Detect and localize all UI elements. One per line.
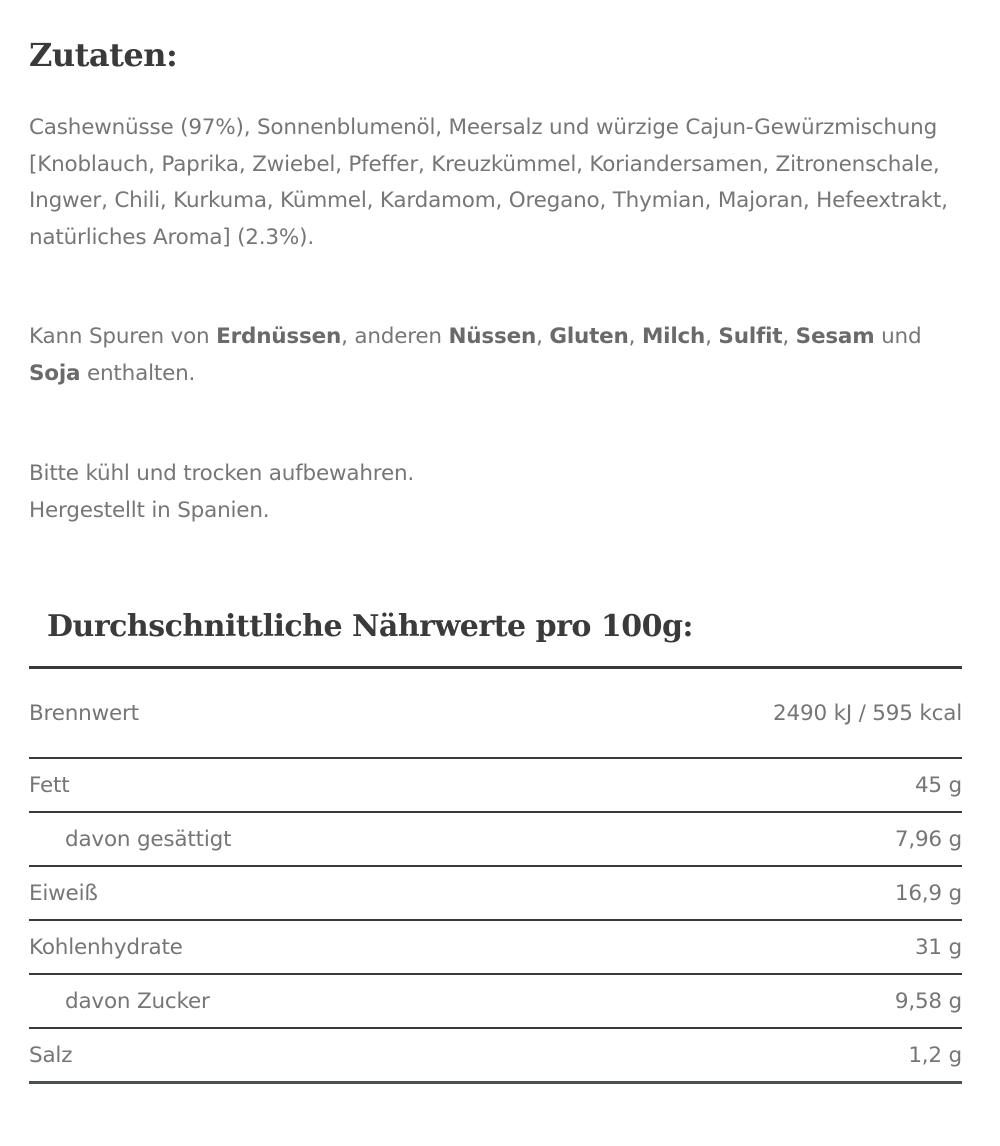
allergen-separator: , <box>536 324 550 349</box>
nutrition-title: Durchschnittliche Nährwerte pro 100g: <box>47 609 693 644</box>
allergen-text: und <box>874 324 922 349</box>
nutrient-value: 7,96 g <box>894 826 962 852</box>
nutrient-value: 2490 kJ / 595 kcal <box>773 700 962 726</box>
table-row <box>29 669 962 758</box>
nutrient-value: 1,2 g <box>908 1042 962 1068</box>
nutrient-label: Kohlenhydrate <box>29 934 183 960</box>
storage-notice <box>29 456 969 529</box>
table-row <box>29 866 962 920</box>
allergen-separator: , <box>705 324 719 349</box>
ingredients-line: [Knoblauch, Paprika, Zwiebel, Pfeffer, Kreuzkümmel, Koriandersamen, Zitronenschale, <box>29 151 940 177</box>
allergen-gluten: Gluten <box>549 324 629 349</box>
nutrient-label: Brennwert <box>29 700 139 726</box>
ingredients-line: Ingwer, Chili, Kurkuma, Kümmel, Kardamom, Oregano, Thymian, Majoran, Hefeextrakt, <box>29 188 948 213</box>
origin-text: Hergestellt in Spanien. <box>29 497 270 523</box>
nutrition-table <box>29 669 962 1084</box>
allergen-milk: Milch <box>641 324 706 349</box>
allergen-separator: , <box>782 324 796 349</box>
allergen-separator: , <box>628 324 642 349</box>
ingredients-line: Cashewnüsse (97%), Sonnenblumenöl, Meersalz und würzige Cajun-Gewürzmischung <box>29 115 938 140</box>
ingredients-line: natürliches Aroma] (2.3%). <box>29 224 314 250</box>
allergen-peanuts: Erdnüssen <box>216 324 342 349</box>
nutrient-value: 9,58 g <box>894 988 962 1014</box>
nutrient-label: Salz <box>29 1042 73 1068</box>
allergen-text: , anderen <box>341 324 449 349</box>
table-row <box>29 1028 962 1083</box>
nutrient-label: davon gesättigt <box>65 826 232 852</box>
nutrient-label: Fett <box>29 772 70 798</box>
allergen-sulfite: Sulfit <box>718 324 783 349</box>
nutrient-value: 31 g <box>914 934 962 960</box>
storage-instruction: Bitte kühl und trocken aufbewahren. <box>29 461 415 486</box>
allergen-soy: Soja <box>29 360 81 386</box>
nutrient-label: davon Zucker <box>65 988 210 1014</box>
table-row <box>29 758 962 812</box>
allergen-text: Kann Spuren von <box>29 324 217 349</box>
table-row <box>29 920 962 974</box>
table-row <box>29 812 962 866</box>
ingredients-title: Zutaten: <box>29 36 178 74</box>
nutrient-label: Eiweiß <box>29 880 98 906</box>
allergen-text: enthalten. <box>80 360 196 386</box>
table-row <box>29 974 962 1028</box>
allergen-nuts: Nüssen <box>448 324 537 349</box>
allergen-notice <box>29 319 969 392</box>
nutrient-value: 16,9 g <box>894 880 962 906</box>
allergen-sesame: Sesam <box>795 324 875 349</box>
nutrient-value: 45 g <box>914 772 962 798</box>
ingredients-text <box>29 110 969 256</box>
